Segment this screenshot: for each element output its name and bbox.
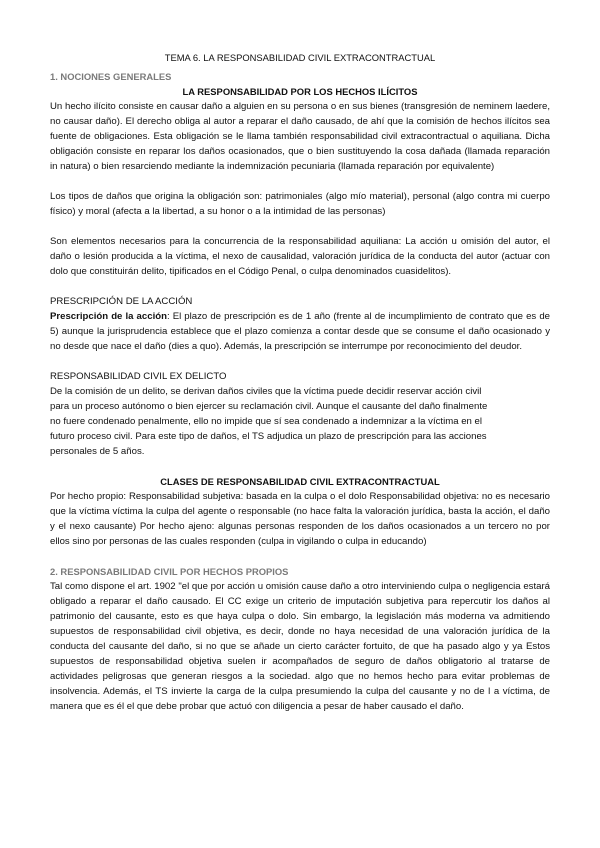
paragraph-elementos: Son elementos necesarios para la concurrencia de la responsabilidad aquiliana: La acción u omisión del autor, el daño o lesión producida a la víctima, el nexo de causalidad, valoración jurídica de la conducta del autor (actuar con dolo que constituirán delito, tipificados en el Código Penal, o culpa denominados cuasidelitos). bbox=[50, 236, 550, 277]
section-2-heading: 2. RESPONSABILIDAD CIVIL POR HECHOS PROPIOS bbox=[50, 566, 289, 577]
ex-delicto-line: De la comisión de un delito, se derivan daños civiles que la víctima puede decidir reservar acción civil bbox=[50, 386, 482, 397]
paragraph-prescripcion bbox=[50, 309, 550, 354]
prescripcion-text: : El plazo de prescripción es de 1 año (frente al de incumplimiento de contrato que es de 5) aunque la jurisprudencia establece que el plazo comienza a contar desde que se consume el daño ocasionado y no desde que nace el daño (dies a quo). Además, la prescripción se interrumpe por reconocimiento del deudor. bbox=[50, 311, 550, 352]
ex-delicto-heading: RESPONSABILIDAD CIVIL EX DELICTO bbox=[50, 371, 227, 382]
document-title: TEMA 6. LA RESPONSABILIDAD CIVIL EXTRACONTRACTUAL bbox=[164, 52, 436, 63]
ex-delicto-line: personales de 5 años. bbox=[50, 446, 145, 457]
paragraph-ex-delicto bbox=[50, 384, 550, 459]
paragraph-clases: Por hecho propio: Responsabilidad subjetiva: basada en la culpa o el dolo Responsabilidad objetiva: no es necesario que la víctima víctima la culpa del agente o responsable (no hace falta la valoración jurídica, basta la acción, el daño y el nexo causante) Por hecho ajeno: algunas personas responden de los daños ocasionados a un tercero no por ellos sino por personas de las cuales responden (culpa in vigilando o culpa in educando) bbox=[50, 491, 550, 547]
paragraph-tipos-danos: Los tipos de daños que origina la obligación son: patrimoniales (algo mío material), personal (algo contra mi cuerpo físico) y moral (afecta a la libertad, a su honor o a la intimidad de las personas) bbox=[50, 191, 550, 217]
prescripcion-heading: PRESCRIPCIÓN DE LA ACCIÓN bbox=[50, 296, 193, 307]
ex-delicto-line: no fuere condenado penalmente, ello no impide que sí sea condenado a indemnizar a la víctima en el bbox=[50, 416, 483, 427]
section-1-subheading: LA RESPONSABILIDAD POR LOS HECHOS ILÍCITOS bbox=[182, 86, 418, 97]
ex-delicto-line: para un proceso autónomo o bien ejercer su reclamación civil. Aunque el causante del daño finalmente bbox=[50, 401, 488, 412]
paragraph-hechos-propios: Tal como dispone el art. 1902 "el que por acción u omisión cause daño a otro interviniendo culpa o negligencia estará obligado a reparar el daño causado. El CC exige un criterio de imputación subjetiva para repercutir los daños al patrimonio del causante, esto es que haya culpa o dolo. Sin embargo, la legislación más moderna va admitiendo supuestos de responsabilidad civil objetiva, es decir, donde no haya necesidad de una valoración jurídica de la conducta del causante del daño, si no que se añade un cierto carácter fortuito, de que ha pasado algo y ya Estos supuestos de responsabilidad objetiva suelen ir acompañados de seguro de daños obligatorio al tratarse de actividades peligrosas que generan riesgos a la sociedad. algo que no hemos hecho para evitar problemas de insolvencia. Además, el TS invierte la carga de la culpa presumiendo la culpa del causante y no de l a víctima, de manera que es él el que debe probar que actuó con diligencia a pesar de haber causado el daño. bbox=[50, 581, 550, 712]
clases-heading: CLASES DE RESPONSABILIDAD CIVIL EXTRACONTRACTUAL bbox=[160, 476, 440, 487]
ex-delicto-line: futuro proceso civil. Para este tipo de daños, el TS adjudica un plazo de prescripción para las acciones bbox=[50, 431, 487, 442]
prescripcion-bold-label: Prescripción de la acción bbox=[50, 311, 167, 322]
paragraph-hecho-ilicito: Un hecho ilícito consiste en causar daño a alguien en su persona o en sus bienes (transgresión de neminem laedere, no causar daño). El derecho obliga al autor a reparar el daño causado, de ahí que la comisión de hechos ilícitos sea fuente de obligaciones. Esta obligación se le llama también responsabilidad civil extracontractual o aquiliana. Dicha obligación consiste en reparar los daños ocasionados, que o bien sustituyendo la cosa dañada (llamada reparación in natura) o bien resarciendo mediante la indemnización pecuniaria (llamada reparación por equivalente) bbox=[50, 101, 550, 172]
section-1-heading: 1. NOCIONES GENERALES bbox=[50, 71, 172, 82]
